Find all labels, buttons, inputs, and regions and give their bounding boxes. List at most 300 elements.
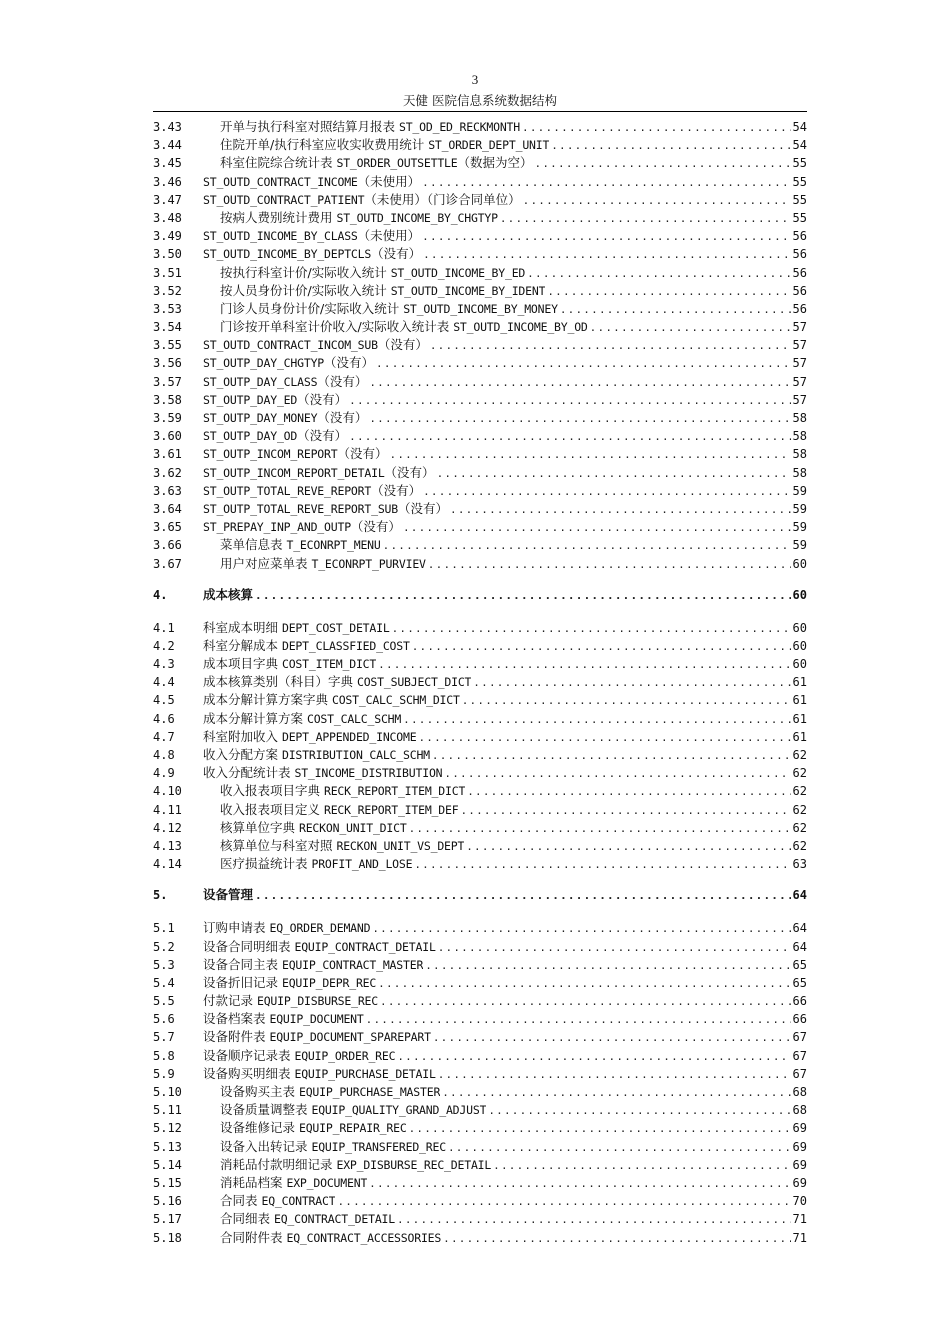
toc-entry-label: 按人员身份计价/实际收入统计 — [220, 282, 391, 298]
toc-entry-code: ST_OUTD_INCOME_BY_CHGTYP — [336, 210, 498, 225]
toc-entry[interactable] — [153, 938, 807, 956]
toc-dot-leader — [444, 765, 790, 783]
running-header: 天健 医院信息系统数据结构 — [153, 91, 807, 112]
toc-entry-number: 3.55 — [153, 338, 182, 353]
toc-entry[interactable] — [153, 1138, 807, 1156]
toc-entry-code: EQUIP_DOCUMENT_SPAREPART — [269, 1030, 431, 1045]
toc-entry-code: ST_OUTD_INCOME_BY_DEPTCLS — [203, 247, 372, 262]
toc-entry[interactable] — [153, 1119, 807, 1137]
toc-entry-label: 成本分解计算方案字典 — [203, 692, 332, 708]
toc-entry-title — [203, 919, 370, 937]
toc-entry-label: 订购申请表 — [203, 920, 270, 936]
toc-dot-leader — [423, 246, 790, 264]
toc-entry[interactable] — [153, 619, 807, 637]
toc-entry-code: COST_CALC_SCHM_DICT — [331, 693, 460, 708]
toc-entry-number: 5.16 — [153, 1194, 182, 1209]
toc-entry-number: 3.58 — [153, 392, 182, 407]
toc-dot-leader — [412, 638, 791, 656]
toc-entry-code: DEPT_COST_DETAIL — [281, 620, 390, 635]
toc-entry-page: 65 — [792, 975, 807, 990]
toc-dot-leader — [255, 874, 791, 918]
toc-dot-leader — [460, 802, 790, 820]
toc-entry-code: ST_OUTP_DAY_CHGTYP — [203, 356, 325, 371]
toc-entry-note: （数据为空） — [457, 155, 533, 171]
toc-entry[interactable] — [153, 209, 807, 227]
toc-entry-code: ST_PREPAY_INP_AND_OUTP — [203, 520, 351, 535]
toc-entry-note: （没有） — [377, 337, 428, 353]
toc-entry-number: 4.3 — [153, 657, 175, 672]
toc-entry-number: 5.2 — [153, 939, 175, 954]
toc-entry-number: 3.50 — [153, 247, 182, 262]
toc-entry-number: 3.44 — [153, 138, 182, 153]
toc-dot-leader — [523, 192, 791, 210]
toc-entry[interactable] — [153, 391, 807, 409]
toc-entry-page: 66 — [792, 1012, 807, 1027]
toc-entry-number: 3.53 — [153, 301, 182, 316]
toc-entry-page: 61 — [792, 729, 807, 744]
toc-entry[interactable] — [153, 1010, 807, 1028]
toc-entry-label: 设备质量调整表 — [220, 1102, 312, 1118]
toc-entry-code: EQ_CONTRACT_ACCESSORIES — [286, 1230, 442, 1245]
toc-entry-label: 核算单位与科室对照 — [220, 837, 337, 853]
toc-entry-number: 4.5 — [153, 693, 175, 708]
toc-entry-title — [203, 801, 458, 819]
toc-entry-note: （没有） — [324, 355, 375, 371]
toc-entry-title — [203, 1047, 395, 1065]
toc-entry-page: 67 — [792, 1066, 807, 1081]
toc-entry-page: 62 — [792, 784, 807, 799]
toc-entry-title — [203, 992, 378, 1010]
toc-entry[interactable] — [153, 1028, 807, 1046]
toc-entry-code: EQUIP_DEPR_REC — [281, 975, 377, 990]
toc-dot-leader — [590, 319, 791, 337]
toc-entry-label: 合同细表 — [220, 1211, 274, 1227]
toc-entry-number: 4.2 — [153, 638, 175, 653]
toc-dot-leader — [403, 711, 790, 729]
toc-entry-label: 成本项目字典 — [203, 656, 282, 672]
toc-entry-title — [203, 555, 426, 573]
toc-entry-title — [203, 518, 401, 536]
toc-dot-leader — [432, 747, 791, 765]
toc-entry[interactable] — [153, 154, 807, 172]
toc-entry-code: EQUIP_REPAIR_REC — [298, 1121, 407, 1136]
toc-entry-page: 59 — [792, 483, 807, 498]
toc-dot-leader — [378, 975, 790, 993]
toc-entry-number: 3.52 — [153, 283, 182, 298]
toc-dot-leader — [527, 265, 790, 283]
toc-entry-code: DISTRIBUTION_CALC_SCHM — [281, 748, 430, 762]
toc-dot-leader — [443, 1230, 790, 1248]
toc-entry-number: 5.13 — [153, 1139, 182, 1154]
toc-dot-leader — [372, 920, 790, 938]
toc-entry-number: 3.46 — [153, 174, 182, 189]
toc-entry[interactable] — [153, 673, 807, 691]
toc-entry[interactable] — [153, 1065, 807, 1083]
toc-dot-leader — [337, 1193, 790, 1211]
toc-entry-page: 59 — [792, 520, 807, 535]
toc-entry-page: 70 — [792, 1194, 807, 1209]
toc-entry-title — [203, 873, 253, 917]
toc-entry[interactable] — [153, 300, 807, 318]
toc-entry-note: （没有） — [317, 410, 368, 425]
toc-entry-number: 5.15 — [153, 1175, 182, 1190]
toc-entry-title — [203, 956, 423, 974]
toc-dot-leader — [535, 155, 791, 173]
toc-entry-code: COST_CALC_SCHM — [306, 711, 402, 726]
toc-entry-title — [203, 500, 448, 518]
toc-dot-leader — [369, 374, 790, 392]
toc-entry-number: 4. — [153, 587, 168, 602]
toc-dot-leader — [349, 428, 790, 446]
toc-entry-number: 3.66 — [153, 538, 182, 553]
toc-entry-code: COST_SUBJECT_DICT — [356, 675, 472, 690]
toc-entry-page: 60 — [792, 657, 807, 672]
toc-entry-title — [203, 464, 435, 482]
toc-entry-note: （没有） — [337, 446, 388, 462]
toc-entry[interactable] — [153, 518, 807, 536]
toc-entry-number: 3.61 — [153, 447, 182, 462]
toc-entry-label: 设备维修记录 — [220, 1120, 299, 1136]
toc-entry-page: 56 — [792, 283, 807, 298]
toc-dot-leader — [442, 1084, 790, 1102]
toc-entry[interactable] — [153, 728, 807, 746]
toc-entry-code: ST_OUTD_CONTRACT_INCOM_SUB — [203, 338, 378, 353]
toc-entry-label: 设备合同主表 — [203, 956, 282, 972]
toc-dot-leader — [255, 574, 791, 618]
toc-entry-page: 66 — [792, 994, 807, 1009]
toc-entry-code: ST_ORDER_DEPT_UNIT — [428, 138, 550, 153]
toc-entry-page: 71 — [792, 1212, 807, 1227]
toc-entry-title — [203, 1229, 441, 1247]
toc-entry-page: 64 — [792, 921, 807, 936]
toc-entry-title — [203, 1174, 367, 1192]
toc-entry[interactable] — [153, 691, 807, 709]
toc-entry-code: EQUIP_QUALITY_GRAND_ADJUST — [311, 1103, 487, 1118]
toc-entry-title — [203, 318, 588, 336]
toc-entry[interactable] — [153, 500, 807, 518]
toc-entry-page: 69 — [792, 1121, 807, 1136]
toc-dot-leader — [376, 355, 791, 373]
toc-entry[interactable] — [153, 801, 807, 819]
toc-entry-label: 设备购买明细表 — [203, 1065, 295, 1081]
toc-entry-title — [203, 691, 460, 709]
toc-entry[interactable] — [153, 1083, 807, 1101]
toc-entry-number: 3.59 — [153, 411, 182, 425]
toc-entry[interactable] — [153, 655, 807, 673]
toc-entry[interactable] — [153, 1101, 807, 1119]
toc-entry-page: 54 — [792, 120, 807, 134]
toc-chapter-entry[interactable] — [153, 873, 807, 909]
toc-entry-title — [203, 1119, 407, 1137]
toc-entry-label: 门诊人员身份计价/实际收入统计 — [220, 300, 404, 316]
toc-entry-code: RECK_REPORT_ITEM_DEF — [323, 802, 459, 817]
toc-entry-code: EQUIP_ORDER_REC — [294, 1048, 396, 1063]
toc-dot-leader — [422, 174, 790, 192]
toc-entry-code: EQUIP_DOCUMENT — [269, 1012, 364, 1027]
toc-entry-page: 59 — [792, 538, 807, 553]
toc-entry-page: 54 — [792, 138, 807, 153]
toc-entry-code: ST_OD_ED_RECKMONTH — [398, 120, 521, 134]
toc-entry-page: 55 — [792, 174, 807, 189]
toc-entry-code: EXP_DISBURSE_REC_DETAIL — [336, 1157, 492, 1172]
toc-dot-leader — [438, 1066, 791, 1084]
toc-dot-leader — [380, 993, 791, 1011]
toc-entry-page: 71 — [792, 1230, 807, 1245]
toc-dot-leader — [418, 729, 790, 747]
toc-entry-page: 57 — [792, 374, 807, 389]
toc-dot-leader — [467, 783, 790, 801]
toc-entry-page: 61 — [792, 693, 807, 708]
toc-entry[interactable] — [153, 373, 807, 391]
toc-entry[interactable] — [153, 555, 807, 573]
toc-entry-title — [203, 1210, 395, 1228]
toc-entry-page: 60 — [792, 638, 807, 653]
toc-entry-title — [203, 191, 521, 209]
toc-entry[interactable] — [153, 245, 807, 263]
toc-entry-page: 56 — [792, 229, 807, 244]
toc-entry-label: 开单与执行科室对照结算月报表 — [220, 119, 399, 134]
toc-entry-number: 4.4 — [153, 675, 175, 690]
toc-entry-number: 3.57 — [153, 374, 182, 389]
toc-entry[interactable] — [153, 173, 807, 191]
toc-entry-number: 4.11 — [153, 802, 182, 817]
toc-entry-title — [203, 746, 430, 764]
toc-entry[interactable] — [153, 282, 807, 300]
toc-entry-label: 设备合同明细表 — [203, 938, 295, 954]
toc-dot-leader — [422, 228, 790, 246]
toc-dot-leader — [409, 1120, 791, 1138]
toc-entry-label: 消耗品付款明细记录 — [220, 1156, 337, 1172]
toc-entry-number: 5.18 — [153, 1230, 182, 1245]
toc-dot-leader — [560, 301, 791, 319]
toc-entry-code: RECK_REPORT_ITEM_DICT — [323, 784, 466, 799]
toc-entry-title — [203, 336, 428, 354]
toc-dot-leader — [493, 1157, 790, 1175]
toc-entry-code: EQUIP_DISBURSE_REC — [256, 994, 379, 1009]
toc-entry-code: EQUIP_PURCHASE_DETAIL — [294, 1066, 436, 1081]
toc-entry[interactable] — [153, 855, 807, 873]
toc-entry-page: 69 — [792, 1157, 807, 1172]
toc-entry-title — [203, 245, 421, 263]
toc-entry[interactable] — [153, 318, 807, 336]
toc-entry-page: 58 — [792, 447, 807, 462]
toc-entry-title — [203, 1028, 431, 1046]
toc-dot-leader — [462, 692, 791, 710]
toc-entry-code: ST_OUTD_INCOME_BY_CLASS — [203, 229, 358, 244]
toc-entry[interactable] — [153, 464, 807, 482]
toc-entry-page: 58 — [792, 429, 807, 444]
toc-dot-leader — [473, 674, 790, 692]
toc-entry[interactable] — [153, 354, 807, 372]
toc-entry-page: 58 — [792, 465, 807, 480]
toc-entry[interactable] — [153, 427, 807, 445]
toc-entry-number: 4.14 — [153, 857, 182, 872]
toc-entry-label: 按病人费别统计费用 — [220, 209, 337, 225]
toc-entry-title — [203, 1192, 335, 1210]
toc-entry-code: T_ECONRPT_MENU — [286, 538, 381, 553]
toc-entry[interactable] — [153, 482, 807, 500]
toc-entry-page: 55 — [792, 156, 807, 171]
toc-entry[interactable] — [153, 782, 807, 800]
toc-entry-code: EQ_CONTRACT_DETAIL — [273, 1212, 396, 1227]
toc-entry[interactable] — [153, 764, 807, 782]
toc-entry-page: 57 — [792, 320, 807, 335]
toc-entry-title — [203, 855, 412, 873]
toc-entry-title — [203, 409, 367, 427]
toc-entry[interactable] — [153, 1192, 807, 1210]
toc-entry-page: 58 — [792, 411, 807, 425]
toc-entry[interactable] — [153, 191, 807, 209]
toc-entry-page: 57 — [792, 338, 807, 353]
toc-dot-leader — [438, 939, 791, 957]
toc-entry-number: 3.64 — [153, 501, 182, 516]
toc-entry[interactable] — [153, 445, 807, 463]
toc-entry-note: （未使用） — [357, 173, 421, 189]
toc-entry[interactable] — [153, 1174, 807, 1192]
toc-entry-title — [203, 282, 545, 300]
toc-dot-leader — [403, 519, 791, 537]
toc-entry-title — [203, 938, 436, 956]
toc-dot-leader — [551, 137, 790, 155]
toc-entry-note: （没有） — [350, 519, 401, 535]
toc-entry[interactable] — [153, 1156, 807, 1174]
toc-entry-page: 56 — [792, 301, 807, 316]
toc-entry-code: ST_OUTP_DAY_ED — [203, 392, 298, 407]
toc-entry[interactable] — [153, 227, 807, 245]
page-number: 3 — [471, 72, 479, 87]
toc-entry-label: 收入报表项目字典 — [220, 783, 324, 799]
toc-dot-leader — [383, 537, 791, 555]
toc-entry-label: 成本核算类别（科目）字典 — [203, 674, 357, 690]
toc-dot-leader — [392, 620, 791, 638]
toc-entry[interactable] — [153, 637, 807, 655]
toc-entry-code: ST_OUTD_INCOME_BY_MONEY — [403, 301, 558, 316]
toc-entry-title — [203, 728, 416, 746]
toc-entry-number: 3.65 — [153, 520, 182, 535]
toc-entry-label: 合同表 — [220, 1193, 262, 1209]
toc-entry-label: 设备顺序记录表 — [203, 1047, 295, 1063]
toc-entry[interactable] — [153, 1210, 807, 1228]
toc-entry-title — [203, 136, 549, 154]
toc-entry[interactable] — [153, 264, 807, 282]
toc-entry-title — [203, 173, 420, 191]
toc-entry-title — [203, 154, 533, 172]
toc-entry-code: RECKON_UNIT_DICT — [298, 820, 407, 835]
toc-dot-leader — [390, 446, 791, 464]
toc-entry[interactable] — [153, 837, 807, 855]
toc-entry-note: （没有） — [297, 428, 348, 444]
toc-entry-page: 62 — [792, 820, 807, 835]
toc-entry-page: 62 — [792, 838, 807, 853]
toc-dot-leader — [366, 1011, 791, 1029]
toc-entry[interactable] — [153, 536, 807, 554]
toc-entry-number: 4.8 — [153, 748, 175, 762]
toc-entry-title — [203, 655, 376, 673]
toc-entry-title — [203, 637, 410, 655]
toc-entry-page: 67 — [792, 1030, 807, 1045]
toc-entry-page: 57 — [792, 392, 807, 407]
toc-entry-number: 5.17 — [153, 1212, 182, 1227]
toc-entry-label: 成本核算 — [203, 586, 254, 602]
toc-entry-label: 设备档案表 — [203, 1011, 270, 1027]
toc-entry-label: 按执行科室计价/实际收入统计 — [220, 264, 391, 280]
toc-entry[interactable] — [153, 1229, 807, 1247]
toc-entry-code: ST_OUTP_DAY_OD — [203, 429, 298, 444]
toc-entry[interactable] — [153, 992, 807, 1010]
toc-entry-code: ST_ORDER_OUTSETTLE — [336, 156, 458, 171]
toc-entry[interactable] — [153, 819, 807, 837]
toc-entry-title — [203, 445, 388, 463]
toc-entry-code: ST_OUTP_TOTAL_REVE_REPORT_SUB — [203, 501, 398, 516]
toc-entry-label: 菜单信息表 — [220, 537, 287, 553]
toc-dot-leader — [522, 119, 791, 137]
toc-entry-number: 3.49 — [153, 229, 182, 244]
toc-entry-number: 3.51 — [153, 265, 182, 280]
toc-entry-title — [203, 1065, 436, 1083]
toc-entry-number: 4.1 — [153, 620, 175, 635]
toc-dot-leader — [448, 1139, 791, 1157]
toc-entry-number: 4.13 — [153, 838, 182, 853]
toc-entry-page: 68 — [792, 1103, 807, 1118]
toc-entry-number: 5.4 — [153, 975, 175, 990]
toc-entry-number: 5.10 — [153, 1085, 182, 1099]
toc-entry[interactable] — [153, 118, 807, 136]
toc-entry[interactable] — [153, 136, 807, 154]
toc-entry-code: ST_OUTP_DAY_MONEY — [203, 411, 318, 425]
toc-entry-number: 5.8 — [153, 1048, 175, 1063]
toc-dot-leader — [437, 465, 791, 483]
toc-entry-code: ST_OUTP_TOTAL_REVE_REPORT — [203, 483, 372, 498]
toc-entry-title — [203, 1156, 491, 1174]
toc-entry[interactable] — [153, 1047, 807, 1065]
toc-entry[interactable] — [153, 974, 807, 992]
toc-entry[interactable] — [153, 710, 807, 728]
toc-entry-label: 收入分配统计表 — [203, 765, 295, 781]
toc-entry-title — [203, 264, 525, 282]
toc-entry-title — [203, 782, 465, 800]
toc-entry[interactable] — [153, 409, 807, 427]
toc-entry[interactable] — [153, 956, 807, 974]
toc-entry-page: 61 — [792, 675, 807, 690]
toc-entry-label: 设备入出转记录 — [220, 1138, 312, 1154]
toc-entry-page: 61 — [792, 711, 807, 726]
toc-entry-code: ST_OUTD_INCOME_BY_OD — [453, 320, 588, 335]
toc-entry-note: （没有） — [384, 464, 435, 480]
toc-entry-number: 3.47 — [153, 192, 182, 207]
toc-chapter-entry[interactable] — [153, 573, 807, 609]
toc-entry[interactable] — [153, 746, 807, 764]
toc-dot-leader — [369, 1175, 790, 1193]
toc-entry-page: 68 — [792, 1085, 807, 1099]
toc-entry-number: 3.54 — [153, 320, 182, 335]
toc-entry[interactable] — [153, 336, 807, 354]
toc-entry-number: 5.11 — [153, 1103, 182, 1118]
toc-dot-leader — [428, 556, 791, 574]
toc-entry-title — [203, 391, 347, 409]
toc-entry-title — [203, 710, 401, 728]
toc-dot-leader — [547, 283, 790, 301]
toc-entry-label: 设备折旧记录 — [203, 974, 282, 990]
toc-entry-page: 60 — [792, 587, 807, 602]
toc-entry-title — [203, 1083, 440, 1101]
toc-entry-title — [203, 118, 520, 136]
toc-entry-code: EQ_ORDER_DEMAND — [269, 921, 371, 936]
toc-entry-title — [203, 1010, 364, 1028]
toc-entry-page: 65 — [792, 957, 807, 972]
toc-entry-title — [203, 373, 367, 391]
toc-entry-label: 合同附件表 — [220, 1229, 287, 1245]
toc-entry[interactable] — [153, 919, 807, 937]
